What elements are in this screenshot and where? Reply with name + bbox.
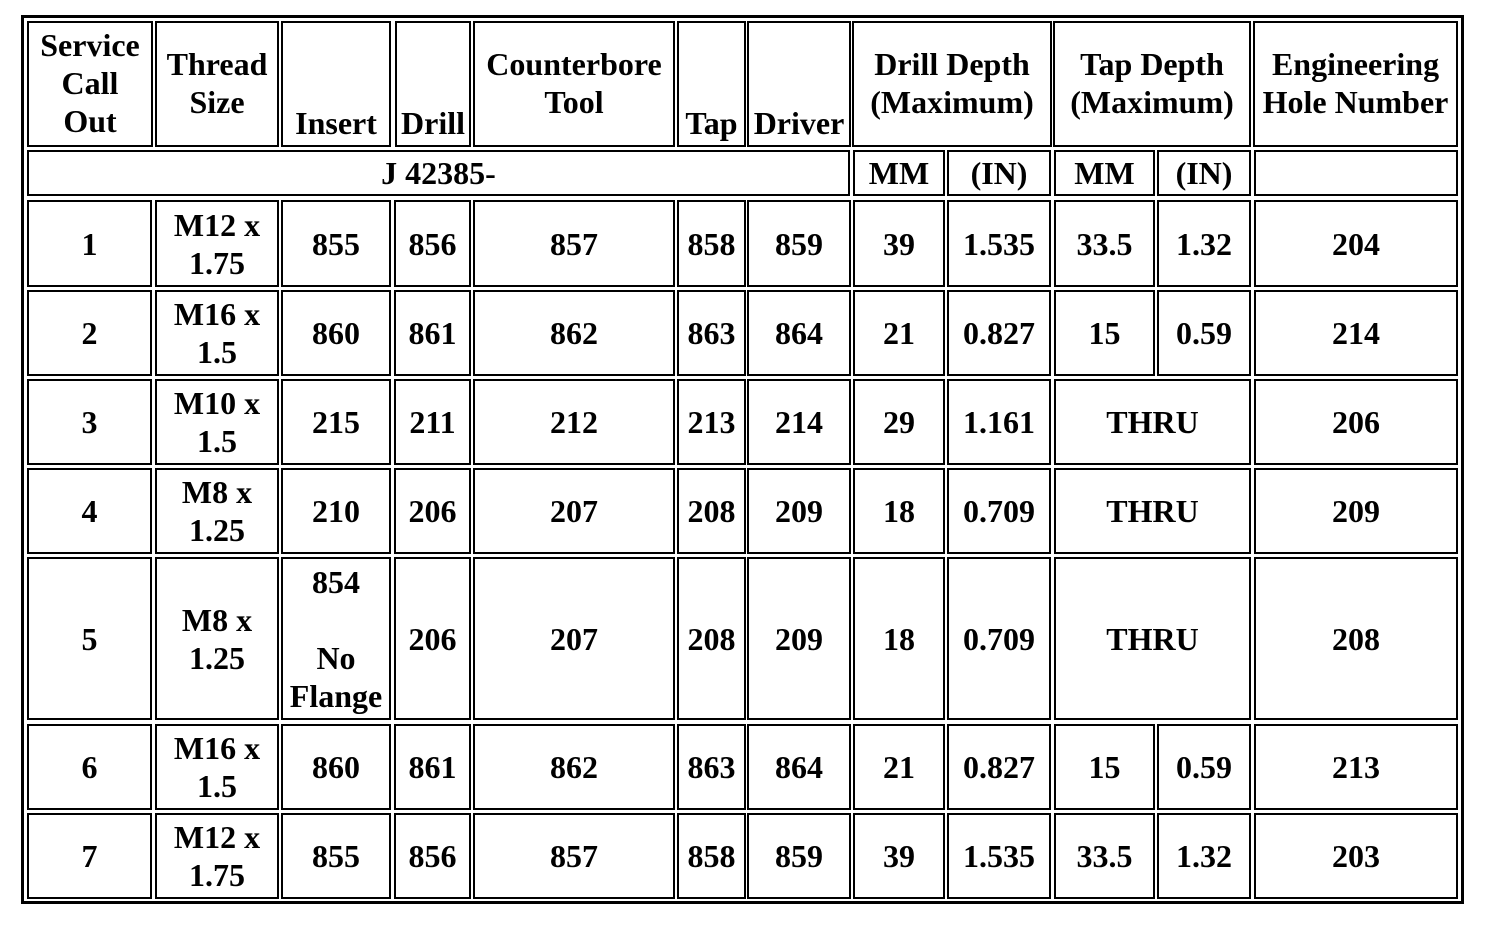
- row2-insert: 860: [281, 290, 391, 376]
- row1-thread-size: M12 x 1.75: [155, 200, 279, 287]
- row5-insert-note: No Flange: [289, 639, 383, 714]
- row7-drill-mm: 39: [853, 813, 945, 899]
- row6-thread-size: M16 x 1.5: [155, 724, 279, 810]
- row7-tap-in: 1.32: [1157, 813, 1251, 899]
- row7-hole-number: 203: [1254, 813, 1458, 899]
- row1-tap-mm: 33.5: [1054, 200, 1155, 287]
- header-tap-depth: Tap Depth (Maximum): [1053, 21, 1251, 147]
- header-driver: Driver: [747, 21, 851, 147]
- row3-thread-size: M10 x 1.5: [155, 379, 279, 465]
- row6-drill-mm: 21: [853, 724, 945, 810]
- row7-counterbore: 857: [473, 813, 675, 899]
- row4-counterbore: 207: [473, 468, 675, 554]
- tool-number-prefix: J 42385-: [27, 150, 850, 196]
- header-tap: Tap: [677, 21, 746, 147]
- row6-tap-mm: 15: [1054, 724, 1155, 810]
- row1-callout: 1: [27, 200, 152, 287]
- row1-counterbore: 857: [473, 200, 675, 287]
- row1-drill-mm: 39: [853, 200, 945, 287]
- row6-driver: 864: [747, 724, 851, 810]
- row3-drill-mm: 29: [853, 379, 945, 465]
- row2-callout: 2: [27, 290, 152, 376]
- row4-drill-mm: 18: [853, 468, 945, 554]
- row2-drill-mm: 21: [853, 290, 945, 376]
- row5-callout: 5: [27, 557, 152, 720]
- row5-thread-size: M8 x 1.25: [155, 557, 279, 720]
- row5-tap-depth: THRU: [1054, 557, 1251, 720]
- row4-insert: 210: [281, 468, 391, 554]
- row2-counterbore: 862: [473, 290, 675, 376]
- row1-hole-number: 204: [1254, 200, 1458, 287]
- row5-drill-in: 0.709: [947, 557, 1051, 720]
- row7-callout: 7: [27, 813, 152, 899]
- row4-hole-number: 209: [1254, 468, 1458, 554]
- row2-hole-number: 214: [1254, 290, 1458, 376]
- row6-insert: 860: [281, 724, 391, 810]
- row3-driver: 214: [747, 379, 851, 465]
- row6-tap-in: 0.59: [1157, 724, 1251, 810]
- row3-hole-number: 206: [1254, 379, 1458, 465]
- row7-driver: 859: [747, 813, 851, 899]
- row5-drill-mm: 18: [853, 557, 945, 720]
- tap-depth-in-header: (IN): [1157, 150, 1251, 196]
- header-drill: Drill: [395, 21, 471, 147]
- row5-insert: [281, 557, 391, 720]
- drill-depth-in-header: (IN): [947, 150, 1051, 196]
- row1-drill: 856: [394, 200, 471, 287]
- row1-tap: 858: [677, 200, 746, 287]
- header-engineering-hole-number: Engineering Hole Number: [1253, 21, 1458, 147]
- header-counterbore-tool: Counterbore Tool: [473, 21, 675, 147]
- row4-drill-in: 0.709: [947, 468, 1051, 554]
- header-service-call-out: Service Call Out: [27, 21, 153, 147]
- row3-tap-depth: THRU: [1054, 379, 1251, 465]
- row4-tap: 208: [677, 468, 746, 554]
- row2-tap: 863: [677, 290, 746, 376]
- row6-drill-in: 0.827: [947, 724, 1051, 810]
- row3-counterbore: 212: [473, 379, 675, 465]
- row2-driver: 864: [747, 290, 851, 376]
- row3-tap: 213: [677, 379, 746, 465]
- row5-insert-number: 854: [312, 563, 360, 600]
- row7-tap: 858: [677, 813, 746, 899]
- row4-drill: 206: [394, 468, 471, 554]
- row6-callout: 6: [27, 724, 152, 810]
- row1-drill-in: 1.535: [947, 200, 1051, 287]
- row4-callout: 4: [27, 468, 152, 554]
- hole-number-blank-header: [1254, 150, 1458, 196]
- row2-tap-in: 0.59: [1157, 290, 1251, 376]
- row5-counterbore: 207: [473, 557, 675, 720]
- row7-drill-in: 1.535: [947, 813, 1051, 899]
- row2-drill: 861: [394, 290, 471, 376]
- row3-drill-in: 1.161: [947, 379, 1051, 465]
- row5-drill: 206: [394, 557, 471, 720]
- row6-hole-number: 213: [1254, 724, 1458, 810]
- row6-tap: 863: [677, 724, 746, 810]
- header-thread-size: Thread Size: [155, 21, 279, 147]
- header-drill-depth: Drill Depth (Maximum): [852, 21, 1052, 147]
- tap-depth-mm-header: MM: [1054, 150, 1155, 196]
- row2-drill-in: 0.827: [947, 290, 1051, 376]
- row5-tap: 208: [677, 557, 746, 720]
- row7-insert: 855: [281, 813, 391, 899]
- row7-thread-size: M12 x 1.75: [155, 813, 279, 899]
- row3-drill: 211: [394, 379, 471, 465]
- row6-counterbore: 862: [473, 724, 675, 810]
- row4-thread-size: M8 x 1.25: [155, 468, 279, 554]
- row4-tap-depth: THRU: [1054, 468, 1251, 554]
- row1-insert: 855: [281, 200, 391, 287]
- drill-depth-mm-header: MM: [853, 150, 945, 196]
- row5-driver: 209: [747, 557, 851, 720]
- row1-driver: 859: [747, 200, 851, 287]
- row6-drill: 861: [394, 724, 471, 810]
- row2-thread-size: M16 x 1.5: [155, 290, 279, 376]
- row3-callout: 3: [27, 379, 152, 465]
- header-insert: Insert: [281, 21, 391, 147]
- row7-tap-mm: 33.5: [1054, 813, 1155, 899]
- row2-tap-mm: 15: [1054, 290, 1155, 376]
- row4-driver: 209: [747, 468, 851, 554]
- row7-drill: 856: [394, 813, 471, 899]
- row5-hole-number: 208: [1254, 557, 1458, 720]
- row3-insert: 215: [281, 379, 391, 465]
- row1-tap-in: 1.32: [1157, 200, 1251, 287]
